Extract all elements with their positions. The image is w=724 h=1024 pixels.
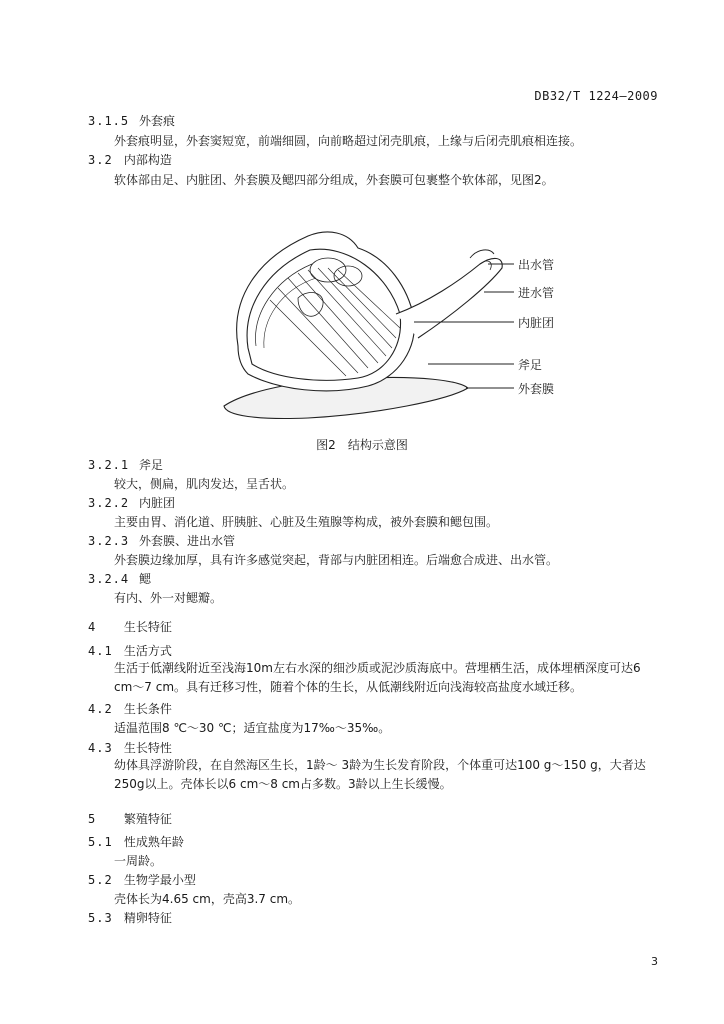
section-number: 5.2 [88, 873, 113, 887]
section-number: 5.1 [88, 835, 113, 849]
label-mantle: 外套膜 [518, 382, 555, 396]
section-heading-5-1 [88, 834, 668, 850]
figure-title: 结构示意图 [347, 438, 408, 452]
section-heading-4-3 [88, 740, 668, 756]
label-incurrent-siphon: 进水管 [518, 286, 555, 300]
figure-number: 图2 [316, 438, 336, 452]
paragraph: 有内、外一对鳃瓣。 [114, 591, 223, 605]
section-number: 5 [88, 812, 97, 826]
structure-diagram [218, 218, 564, 430]
paragraph: 幼体具浮游阶段，在自然海区生长，1龄～ 3龄为生长发育阶段，个体重可达100 g～150 g，大者达250g以上。壳体长以6 cm～8 cm占多数。3龄以上生长缓慢。 [114, 758, 646, 791]
section-heading-5 [88, 811, 668, 827]
section-heading-3-2-1 [88, 457, 668, 473]
section-title: 内部构造 [123, 153, 172, 167]
paragraph: 壳体长为4.65 cm，壳高3.7 cm。 [114, 892, 301, 906]
section-title: 内脏团 [138, 496, 175, 510]
section-title: 生活方式 [123, 644, 172, 658]
label-foot: 斧足 [518, 358, 543, 372]
section-title: 斧足 [138, 458, 163, 472]
section-title: 精卵特征 [123, 911, 172, 925]
section-heading-3-1-5 [88, 113, 668, 129]
section-heading-5-2 [88, 872, 668, 888]
section-heading-5-3 [88, 910, 668, 926]
section-number: 3.1.5 [88, 114, 130, 128]
section-title: 生长特性 [123, 741, 172, 755]
section-title: 生长条件 [123, 702, 172, 716]
section-title: 性成熟年龄 [123, 835, 184, 849]
section-number: 3.2.3 [88, 534, 130, 548]
paragraph: 适温范围8 ℃～30 ℃；适宜盐度为17‰～35‰。 [114, 721, 391, 735]
paragraph: 生活于低潮线附近至浅海10m左右水深的细沙质或泥沙质海底中。营埋栖生活，成体埋栖深度可达6 cm～7 cm。具有迁移习性，随着个体的生长，从低潮线附近向浅海较高盐度水域迁移。 [114, 661, 641, 694]
section-number: 3.2.4 [88, 572, 130, 586]
section-title: 生物学最小型 [123, 873, 196, 887]
section-heading-4-2 [88, 701, 668, 717]
paragraph: 软体部由足、内脏团、外套膜及鳃四部分组成，外套膜可包裹整个软体部，见图2。 [114, 173, 554, 187]
paragraph: 主要由胃、消化道、肝胰脏、心脏及生殖腺等构成，被外套膜和鳃包围。 [114, 515, 499, 529]
label-excurrent-siphon: 出水管 [518, 258, 555, 272]
section-heading-3-2-4 [88, 571, 668, 587]
section-heading-3-2-2 [88, 495, 668, 511]
figure-caption [0, 436, 724, 453]
section-title: 鳃 [138, 572, 151, 586]
paragraph: 外套膜边缘加厚，具有许多感觉突起，背部与内脏团相连。后端愈合成进、出水管。 [114, 553, 559, 567]
section-number: 4 [88, 620, 97, 634]
section-number: 4.2 [88, 702, 113, 716]
paragraph: 外套痕明显，外套窦短宽，前端细圆，向前略超过闭壳肌痕，上缘与后闭壳肌痕相连接。 [114, 134, 583, 148]
section-number: 4.3 [88, 741, 113, 755]
clam-anatomy-illustration [218, 218, 564, 430]
section-title: 生长特征 [123, 620, 172, 634]
section-number: 3.2 [88, 153, 113, 167]
paragraph: 一周龄。 [114, 854, 163, 868]
section-title: 繁殖特征 [123, 812, 172, 826]
section-number: 4.1 [88, 644, 113, 658]
section-number: 5.3 [88, 911, 113, 925]
paragraph: 较大，侧扁，肌肉发达，呈舌状。 [114, 477, 295, 491]
section-number: 3.2.2 [88, 496, 130, 510]
page-number: 3 [651, 955, 658, 968]
section-heading-4-1 [88, 643, 668, 659]
section-heading-3-2 [88, 152, 668, 168]
section-heading-3-2-3 [88, 533, 668, 549]
label-visceral-mass: 内脏团 [518, 316, 555, 330]
section-number: 3.2.1 [88, 458, 130, 472]
section-title: 外套痕 [138, 114, 175, 128]
section-title: 外套膜、进出水管 [138, 534, 235, 548]
section-heading-4 [88, 619, 668, 635]
standard-code: DB32/T 1224—2009 [534, 89, 658, 103]
